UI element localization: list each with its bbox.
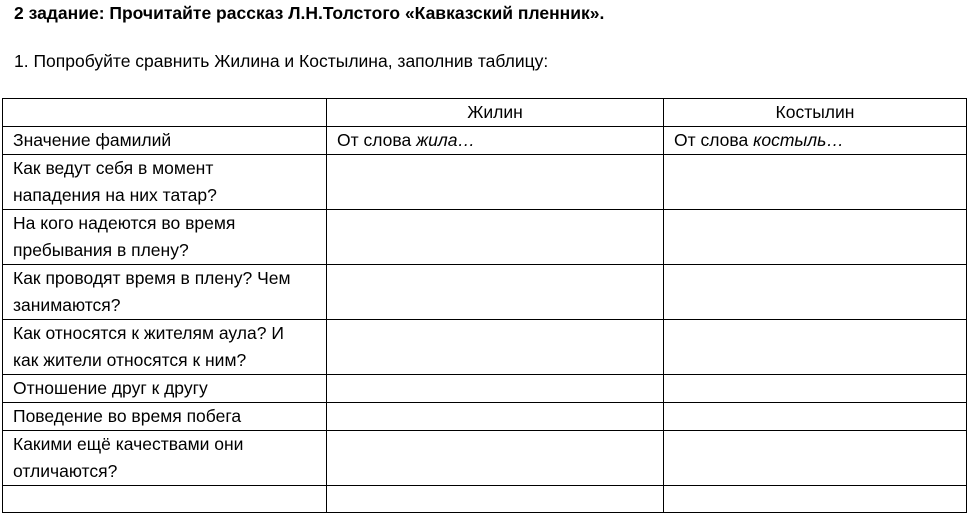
question-text: Какими ещё качествами они отличаются?	[13, 434, 244, 481]
zhilin-word: жила…	[416, 130, 475, 150]
answer-cell-kostylin[interactable]	[664, 375, 967, 403]
question-text: Как относятся к жителям аула? И как жители относятся к ним?	[13, 323, 284, 370]
answer-cell-zhilin[interactable]	[327, 486, 664, 513]
question-text: Как проводят время в плену? Чем занимаются?	[13, 268, 291, 315]
row-question	[3, 320, 327, 375]
row-label-surnames: Значение фамилий	[3, 127, 327, 155]
answer-cell-zhilin[interactable]	[327, 210, 664, 265]
assignment-heading: 2 задание: Прочитайте рассказ Л.Н.Толстого «Кавказский пленник».	[14, 3, 605, 23]
answer-cell-kostylin[interactable]	[664, 403, 967, 431]
answer-cell-kostylin[interactable]	[664, 320, 967, 375]
row-question: Отношение друг к другу	[3, 375, 327, 403]
answer-cell-kostylin[interactable]	[664, 155, 967, 210]
answer-cell-zhilin[interactable]	[327, 155, 664, 210]
table-row-surnames	[3, 127, 967, 155]
answer-cell-zhilin[interactable]	[327, 265, 664, 320]
answer-cell-zhilin[interactable]	[327, 320, 664, 375]
answer-cell-kostylin[interactable]	[664, 265, 967, 320]
table-row-empty	[3, 486, 967, 513]
table-row	[3, 431, 967, 486]
table-row	[3, 210, 967, 265]
row-question: Поведение во время побега	[3, 403, 327, 431]
cell-zhilin-surname	[327, 127, 664, 155]
table-row	[3, 375, 967, 403]
header-kostylin: Костылин	[664, 99, 967, 127]
answer-cell-zhilin[interactable]	[327, 375, 664, 403]
answer-cell-zhilin[interactable]	[327, 431, 664, 486]
header-empty-cell	[3, 99, 327, 127]
row-question	[3, 210, 327, 265]
header-zhilin: Жилин	[327, 99, 664, 127]
answer-cell-kostylin[interactable]	[664, 210, 967, 265]
row-question	[3, 486, 327, 513]
kostylin-word: костыль…	[753, 130, 844, 150]
cell-kostylin-surname	[664, 127, 967, 155]
row-question	[3, 431, 327, 486]
row-question	[3, 155, 327, 210]
table-row	[3, 155, 967, 210]
row-question	[3, 265, 327, 320]
table-row	[3, 320, 967, 375]
table-header-row	[3, 99, 967, 127]
answer-cell-zhilin[interactable]	[327, 403, 664, 431]
answer-cell-kostylin[interactable]	[664, 486, 967, 513]
kostylin-prefix: От слова	[674, 130, 754, 150]
table-row	[3, 265, 967, 320]
zhilin-prefix: От слова	[337, 130, 417, 150]
answer-cell-kostylin[interactable]	[664, 431, 967, 486]
task-instruction: 1. Попробуйте сравнить Жилина и Костылина, заполнив таблицу:	[14, 51, 549, 71]
question-text: На кого надеются во время пребывания в плену?	[13, 213, 236, 260]
question-text: Как ведут себя в момент нападения на них татар?	[13, 158, 217, 205]
comparison-table	[2, 98, 967, 513]
table-row	[3, 403, 967, 431]
